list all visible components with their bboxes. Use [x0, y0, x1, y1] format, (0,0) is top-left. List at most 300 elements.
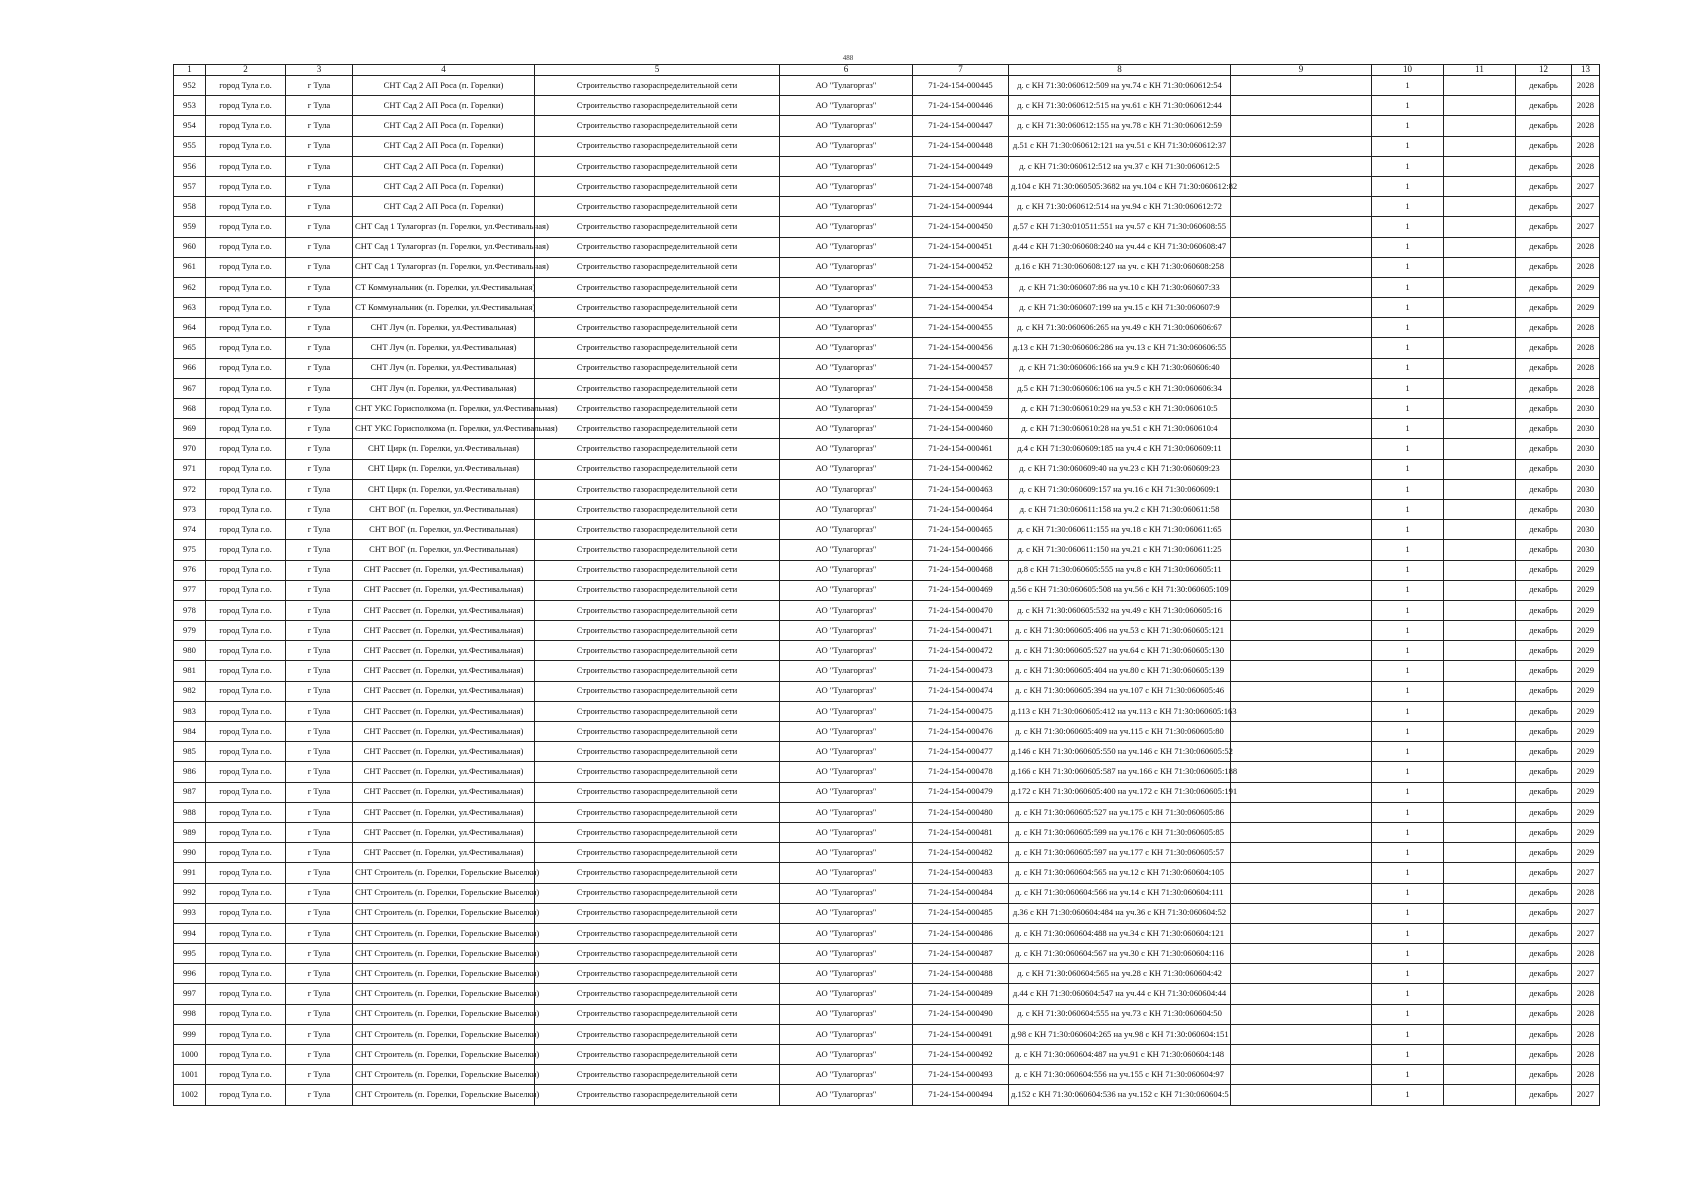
cell-col-11: [1444, 621, 1516, 641]
cell-row-number: 957: [174, 176, 206, 196]
cell-address: СНТ Рассвет (п. Горелки, ул.Фестивальная): [353, 661, 535, 681]
cell-object-code: 71-24-154-000451: [913, 237, 1009, 257]
cell-settlement: г Тула: [286, 923, 353, 943]
cell-work-type: Строительство газораспределительной сети: [535, 1085, 780, 1105]
cell-quantity: 1: [1372, 641, 1444, 661]
cell-row-number: 984: [174, 722, 206, 742]
cell-address: СНТ Строитель (п. Горелки, Горельские Выселки): [353, 1065, 535, 1085]
cell-year: 2027: [1572, 903, 1600, 923]
cell-address: СНТ Луч (п. Горелки, ул.Фестивальная): [353, 338, 535, 358]
cell-connection-description: д. с КН 71:30:060604:556 на уч.155 с КН 71:30:060604:97: [1009, 1065, 1231, 1085]
cell-object-code: 71-24-154-000470: [913, 600, 1009, 620]
cell-municipality: город Тула г.о.: [206, 176, 286, 196]
cell-work-type: Строительство газораспределительной сети: [535, 641, 780, 661]
cell-col-9: [1231, 964, 1372, 984]
cell-work-type: Строительство газораспределительной сети: [535, 116, 780, 136]
cell-col-9: [1231, 136, 1372, 156]
cell-row-number: 974: [174, 520, 206, 540]
cell-address: СНТ Сад 2 АП Роса (п. Горелки): [353, 116, 535, 136]
table-row: [174, 1004, 1600, 1024]
cell-col-11: [1444, 338, 1516, 358]
cell-organization: АО "Тулагоргаз": [780, 641, 913, 661]
cell-year: 2028: [1572, 116, 1600, 136]
cell-row-number: 988: [174, 802, 206, 822]
cell-row-number: 953: [174, 96, 206, 116]
cell-connection-description: д. с КН 71:30:060605:527 на уч.64 с КН 71:30:060605:130: [1009, 641, 1231, 661]
cell-work-type: Строительство газораспределительной сети: [535, 338, 780, 358]
cell-work-type: Строительство газораспределительной сети: [535, 479, 780, 499]
cell-year: 2028: [1572, 944, 1600, 964]
cell-quantity: 1: [1372, 399, 1444, 419]
cell-col-11: [1444, 399, 1516, 419]
cell-object-code: 71-24-154-000480: [913, 802, 1009, 822]
cell-col-11: [1444, 681, 1516, 701]
cell-settlement: г Тула: [286, 439, 353, 459]
cell-col-11: [1444, 96, 1516, 116]
cell-connection-description: д.16 с КН 71:30:060608:127 на уч. с КН 71:30:060608:258: [1009, 257, 1231, 277]
cell-connection-description: д.5 с КН 71:30:060606:106 на уч.5 с КН 71:30:060606:34: [1009, 378, 1231, 398]
cell-settlement: г Тула: [286, 863, 353, 883]
cell-col-9: [1231, 298, 1372, 318]
cell-connection-description: д. с КН 71:30:060604:555 на уч.73 с КН 71:30:060604:50: [1009, 1004, 1231, 1024]
cell-object-code: 71-24-154-000479: [913, 782, 1009, 802]
cell-col-9: [1231, 499, 1372, 519]
cell-object-code: 71-24-154-000466: [913, 540, 1009, 560]
cell-connection-description: д. с КН 71:30:060605:532 на уч.49 с КН 71:30:060605:16: [1009, 600, 1231, 620]
cell-object-code: 71-24-154-000455: [913, 318, 1009, 338]
cell-col-9: [1231, 944, 1372, 964]
cell-col-11: [1444, 802, 1516, 822]
cell-quantity: 1: [1372, 76, 1444, 96]
cell-organization: АО "Тулагоргаз": [780, 600, 913, 620]
cell-month: декабрь: [1516, 217, 1572, 237]
cell-col-11: [1444, 923, 1516, 943]
table-row: [174, 217, 1600, 237]
cell-organization: АО "Тулагоргаз": [780, 116, 913, 136]
cell-organization: АО "Тулагоргаз": [780, 399, 913, 419]
cell-month: декабрь: [1516, 298, 1572, 318]
table-row: [174, 439, 1600, 459]
cell-col-11: [1444, 479, 1516, 499]
cell-settlement: г Тула: [286, 136, 353, 156]
cell-work-type: Строительство газораспределительной сети: [535, 136, 780, 156]
cell-year: 2027: [1572, 863, 1600, 883]
cell-organization: АО "Тулагоргаз": [780, 802, 913, 822]
cell-municipality: город Тула г.о.: [206, 277, 286, 297]
cell-col-9: [1231, 641, 1372, 661]
cell-month: декабрь: [1516, 560, 1572, 580]
cell-municipality: город Тула г.о.: [206, 661, 286, 681]
cell-object-code: 71-24-154-000484: [913, 883, 1009, 903]
cell-col-9: [1231, 540, 1372, 560]
cell-connection-description: д. с КН 71:30:060611:150 на уч.21 с КН 71:30:060611:25: [1009, 540, 1231, 560]
cell-month: декабрь: [1516, 822, 1572, 842]
cell-year: 2030: [1572, 499, 1600, 519]
cell-settlement: г Тула: [286, 217, 353, 237]
cell-organization: АО "Тулагоргаз": [780, 217, 913, 237]
column-header-5: 5: [535, 65, 780, 76]
table-row: [174, 116, 1600, 136]
cell-col-9: [1231, 923, 1372, 943]
cell-object-code: 71-24-154-000463: [913, 479, 1009, 499]
cell-quantity: 1: [1372, 964, 1444, 984]
cell-month: декабрь: [1516, 762, 1572, 782]
cell-organization: АО "Тулагоргаз": [780, 237, 913, 257]
cell-settlement: г Тула: [286, 277, 353, 297]
table-row: [174, 722, 1600, 742]
cell-month: декабрь: [1516, 257, 1572, 277]
cell-col-9: [1231, 782, 1372, 802]
table-row: [174, 277, 1600, 297]
cell-work-type: Строительство газораспределительной сети: [535, 1065, 780, 1085]
cell-col-11: [1444, 217, 1516, 237]
cell-quantity: 1: [1372, 277, 1444, 297]
cell-address: СНТ Луч (п. Горелки, ул.Фестивальная): [353, 378, 535, 398]
table-row: [174, 1024, 1600, 1044]
cell-month: декабрь: [1516, 1045, 1572, 1065]
cell-row-number: 979: [174, 621, 206, 641]
cell-address: СНТ Луч (п. Горелки, ул.Фестивальная): [353, 358, 535, 378]
cell-col-11: [1444, 843, 1516, 863]
cell-col-9: [1231, 701, 1372, 721]
cell-year: 2030: [1572, 479, 1600, 499]
cell-year: 2029: [1572, 742, 1600, 762]
cell-organization: АО "Тулагоргаз": [780, 136, 913, 156]
cell-address: СНТ Строитель (п. Горелки, Горельские Выселки): [353, 944, 535, 964]
cell-address: СНТ ВОГ (п. Горелки, ул.Фестивальная): [353, 499, 535, 519]
cell-municipality: город Тула г.о.: [206, 96, 286, 116]
cell-address: СНТ Рассвет (п. Горелки, ул.Фестивальная): [353, 843, 535, 863]
cell-row-number: 982: [174, 681, 206, 701]
cell-quantity: 1: [1372, 176, 1444, 196]
cell-connection-description: д. с КН 71:30:060612:509 на уч.74 с КН 71:30:060612:54: [1009, 76, 1231, 96]
cell-organization: АО "Тулагоргаз": [780, 257, 913, 277]
cell-row-number: 975: [174, 540, 206, 560]
cell-address: СНТ Сад 2 АП Роса (п. Горелки): [353, 197, 535, 217]
cell-quantity: 1: [1372, 782, 1444, 802]
cell-organization: АО "Тулагоргаз": [780, 762, 913, 782]
cell-municipality: город Тула г.о.: [206, 782, 286, 802]
cell-row-number: 973: [174, 499, 206, 519]
cell-quantity: 1: [1372, 944, 1444, 964]
cell-municipality: город Тула г.о.: [206, 399, 286, 419]
cell-month: декабрь: [1516, 984, 1572, 1004]
cell-quantity: 1: [1372, 96, 1444, 116]
cell-month: декабрь: [1516, 661, 1572, 681]
cell-settlement: г Тула: [286, 156, 353, 176]
table-row: [174, 944, 1600, 964]
cell-month: декабрь: [1516, 176, 1572, 196]
cell-work-type: Строительство газораспределительной сети: [535, 318, 780, 338]
cell-work-type: Строительство газораспределительной сети: [535, 96, 780, 116]
table-row: [174, 136, 1600, 156]
cell-connection-description: д. с КН 71:30:060612:155 на уч.78 с КН 71:30:060612:59: [1009, 116, 1231, 136]
cell-address: СНТ Сад 1 Тулагоргаз (п. Горелки, ул.Фестивальная): [353, 257, 535, 277]
table-row: [174, 176, 1600, 196]
cell-quantity: 1: [1372, 822, 1444, 842]
cell-year: 2029: [1572, 621, 1600, 641]
cell-municipality: город Тула г.о.: [206, 984, 286, 1004]
cell-municipality: город Тула г.о.: [206, 1065, 286, 1085]
cell-municipality: город Тула г.о.: [206, 499, 286, 519]
cell-settlement: г Тула: [286, 903, 353, 923]
cell-connection-description: д. с КН 71:30:060605:394 на уч.107 с КН 71:30:060605:46: [1009, 681, 1231, 701]
cell-work-type: Строительство газораспределительной сети: [535, 499, 780, 519]
cell-quantity: 1: [1372, 197, 1444, 217]
cell-month: декабрь: [1516, 1065, 1572, 1085]
cell-settlement: г Тула: [286, 96, 353, 116]
cell-col-11: [1444, 318, 1516, 338]
cell-month: декабрь: [1516, 641, 1572, 661]
column-header-4: 4: [353, 65, 535, 76]
cell-work-type: Строительство газораспределительной сети: [535, 399, 780, 419]
table-row: [174, 520, 1600, 540]
cell-work-type: Строительство газораспределительной сети: [535, 540, 780, 560]
cell-year: 2028: [1572, 883, 1600, 903]
cell-year: 2030: [1572, 439, 1600, 459]
cell-address: СТ Коммунальник (п. Горелки, ул.Фестивальная): [353, 277, 535, 297]
cell-address: СНТ Сад 2 АП Роса (п. Горелки): [353, 76, 535, 96]
cell-connection-description: д.152 с КН 71:30:060604:536 на уч.152 с КН 71:30:060604:5: [1009, 1085, 1231, 1105]
cell-row-number: 994: [174, 923, 206, 943]
cell-month: декабрь: [1516, 923, 1572, 943]
cell-work-type: Строительство газораспределительной сети: [535, 822, 780, 842]
cell-quantity: 1: [1372, 742, 1444, 762]
cell-object-code: 71-24-154-000944: [913, 197, 1009, 217]
cell-municipality: город Тула г.о.: [206, 762, 286, 782]
cell-organization: АО "Тулагоргаз": [780, 560, 913, 580]
cell-address: СНТ Рассвет (п. Горелки, ул.Фестивальная): [353, 681, 535, 701]
cell-row-number: 993: [174, 903, 206, 923]
cell-work-type: Строительство газораспределительной сети: [535, 802, 780, 822]
cell-quantity: 1: [1372, 499, 1444, 519]
cell-object-code: 71-24-154-000483: [913, 863, 1009, 883]
cell-connection-description: д.36 с КН 71:30:060604:484 на уч.36 с КН 71:30:060604:52: [1009, 903, 1231, 923]
cell-row-number: 978: [174, 600, 206, 620]
table-row: [174, 762, 1600, 782]
cell-organization: АО "Тулагоргаз": [780, 1065, 913, 1085]
cell-settlement: г Тула: [286, 399, 353, 419]
cell-connection-description: д. с КН 71:30:060604:567 на уч.30 с КН 71:30:060604:116: [1009, 944, 1231, 964]
table-row: [174, 197, 1600, 217]
cell-object-code: 71-24-154-000461: [913, 439, 1009, 459]
cell-object-code: 71-24-154-000478: [913, 762, 1009, 782]
cell-municipality: город Тула г.о.: [206, 136, 286, 156]
cell-year: 2027: [1572, 217, 1600, 237]
cell-settlement: г Тула: [286, 237, 353, 257]
cell-col-11: [1444, 742, 1516, 762]
table-row: [174, 378, 1600, 398]
cell-address: СНТ ВОГ (п. Горелки, ул.Фестивальная): [353, 520, 535, 540]
cell-month: декабрь: [1516, 681, 1572, 701]
cell-row-number: 991: [174, 863, 206, 883]
cell-object-code: 71-24-154-000492: [913, 1045, 1009, 1065]
cell-address: СНТ Рассвет (п. Горелки, ул.Фестивальная): [353, 600, 535, 620]
cell-col-9: [1231, 661, 1372, 681]
cell-organization: АО "Тулагоргаз": [780, 964, 913, 984]
cell-col-11: [1444, 722, 1516, 742]
cell-quantity: 1: [1372, 136, 1444, 156]
cell-work-type: Строительство газораспределительной сети: [535, 560, 780, 580]
cell-work-type: Строительство газораспределительной сети: [535, 520, 780, 540]
cell-object-code: 71-24-154-000448: [913, 136, 1009, 156]
cell-settlement: г Тула: [286, 298, 353, 318]
cell-municipality: город Тула г.о.: [206, 479, 286, 499]
cell-connection-description: д. с КН 71:30:060612:514 на уч.94 с КН 71:30:060612:72: [1009, 197, 1231, 217]
cell-year: 2028: [1572, 358, 1600, 378]
cell-quantity: 1: [1372, 520, 1444, 540]
cell-row-number: 989: [174, 822, 206, 842]
cell-year: 2029: [1572, 661, 1600, 681]
cell-row-number: 987: [174, 782, 206, 802]
cell-col-9: [1231, 156, 1372, 176]
cell-row-number: 977: [174, 580, 206, 600]
table-row: [174, 701, 1600, 721]
cell-organization: АО "Тулагоргаз": [780, 197, 913, 217]
cell-col-11: [1444, 863, 1516, 883]
cell-connection-description: д. с КН 71:30:060605:599 на уч.176 с КН 71:30:060605:85: [1009, 822, 1231, 842]
cell-object-code: 71-24-154-000472: [913, 641, 1009, 661]
cell-col-9: [1231, 903, 1372, 923]
cell-object-code: 71-24-154-000486: [913, 923, 1009, 943]
cell-work-type: Строительство газораспределительной сети: [535, 762, 780, 782]
cell-object-code: 71-24-154-000452: [913, 257, 1009, 277]
cell-municipality: город Тула г.о.: [206, 76, 286, 96]
cell-year: 2030: [1572, 399, 1600, 419]
cell-connection-description: д. с КН 71:30:060611:158 на уч.2 с КН 71:30:060611:58: [1009, 499, 1231, 519]
cell-settlement: г Тула: [286, 722, 353, 742]
cell-address: СНТ Сад 1 Тулагоргаз (п. Горелки, ул.Фестивальная): [353, 217, 535, 237]
cell-address: СНТ Рассвет (п. Горелки, ул.Фестивальная): [353, 742, 535, 762]
cell-object-code: 71-24-154-000460: [913, 419, 1009, 439]
cell-year: 2029: [1572, 277, 1600, 297]
cell-settlement: г Тула: [286, 419, 353, 439]
cell-address: СНТ Сад 2 АП Роса (п. Горелки): [353, 136, 535, 156]
cell-row-number: 969: [174, 419, 206, 439]
cell-work-type: Строительство газораспределительной сети: [535, 580, 780, 600]
cell-municipality: город Тула г.о.: [206, 742, 286, 762]
table-row: [174, 338, 1600, 358]
cell-settlement: г Тула: [286, 742, 353, 762]
column-header-1: 1: [174, 65, 206, 76]
cell-connection-description: д.166 с КН 71:30:060605:587 на уч.166 с КН 71:30:060605:188: [1009, 762, 1231, 782]
cell-col-11: [1444, 136, 1516, 156]
cell-municipality: город Тула г.о.: [206, 156, 286, 176]
column-header-11: 11: [1444, 65, 1516, 76]
cell-row-number: 992: [174, 883, 206, 903]
cell-month: декабрь: [1516, 499, 1572, 519]
cell-col-11: [1444, 76, 1516, 96]
cell-year: 2028: [1572, 378, 1600, 398]
cell-organization: АО "Тулагоргаз": [780, 580, 913, 600]
cell-municipality: город Тула г.о.: [206, 338, 286, 358]
cell-quantity: 1: [1372, 419, 1444, 439]
cell-address: СНТ Рассвет (п. Горелки, ул.Фестивальная): [353, 641, 535, 661]
cell-municipality: город Тула г.о.: [206, 318, 286, 338]
cell-row-number: 990: [174, 843, 206, 863]
cell-year: 2029: [1572, 681, 1600, 701]
cell-row-number: 980: [174, 641, 206, 661]
cell-row-number: 972: [174, 479, 206, 499]
cell-object-code: 71-24-154-000465: [913, 520, 1009, 540]
cell-work-type: Строительство газораспределительной сети: [535, 863, 780, 883]
cell-work-type: Строительство газораспределительной сети: [535, 1004, 780, 1024]
cell-month: декабрь: [1516, 701, 1572, 721]
cell-organization: АО "Тулагоргаз": [780, 520, 913, 540]
cell-work-type: Строительство газораспределительной сети: [535, 681, 780, 701]
cell-row-number: 961: [174, 257, 206, 277]
cell-municipality: город Тула г.о.: [206, 822, 286, 842]
cell-municipality: город Тула г.о.: [206, 520, 286, 540]
table-row: [174, 1045, 1600, 1065]
cell-quantity: 1: [1372, 1085, 1444, 1105]
cell-municipality: город Тула г.о.: [206, 217, 286, 237]
cell-col-9: [1231, 822, 1372, 842]
cell-organization: АО "Тулагоргаз": [780, 277, 913, 297]
cell-month: декабрь: [1516, 964, 1572, 984]
cell-municipality: город Тула г.о.: [206, 540, 286, 560]
cell-col-9: [1231, 217, 1372, 237]
cell-work-type: Строительство газораспределительной сети: [535, 621, 780, 641]
cell-quantity: 1: [1372, 843, 1444, 863]
cell-object-code: 71-24-154-000446: [913, 96, 1009, 116]
cell-quantity: 1: [1372, 903, 1444, 923]
cell-month: декабрь: [1516, 600, 1572, 620]
cell-month: декабрь: [1516, 136, 1572, 156]
table-row: [174, 822, 1600, 842]
cell-settlement: г Тула: [286, 1045, 353, 1065]
cell-col-9: [1231, 257, 1372, 277]
cell-month: декабрь: [1516, 399, 1572, 419]
cell-year: 2029: [1572, 843, 1600, 863]
cell-col-11: [1444, 1004, 1516, 1024]
cell-object-code: 71-24-154-000487: [913, 944, 1009, 964]
cell-row-number: 983: [174, 701, 206, 721]
cell-organization: АО "Тулагоргаз": [780, 621, 913, 641]
cell-quantity: 1: [1372, 217, 1444, 237]
cell-month: декабрь: [1516, 197, 1572, 217]
cell-col-11: [1444, 197, 1516, 217]
cell-quantity: 1: [1372, 237, 1444, 257]
cell-month: декабрь: [1516, 96, 1572, 116]
cell-settlement: г Тула: [286, 257, 353, 277]
cell-connection-description: д.56 с КН 71:30:060605:508 на уч.56 с КН 71:30:060605:109: [1009, 580, 1231, 600]
cell-col-11: [1444, 176, 1516, 196]
table-row: [174, 479, 1600, 499]
table-row: [174, 419, 1600, 439]
cell-address: СНТ Рассвет (п. Горелки, ул.Фестивальная): [353, 802, 535, 822]
cell-settlement: г Тула: [286, 802, 353, 822]
cell-address: СНТ Рассвет (п. Горелки, ул.Фестивальная): [353, 621, 535, 641]
cell-col-9: [1231, 76, 1372, 96]
cell-settlement: г Тула: [286, 701, 353, 721]
cell-quantity: 1: [1372, 722, 1444, 742]
cell-connection-description: д.146 с КН 71:30:060605:550 на уч.146 с КН 71:30:060605:52: [1009, 742, 1231, 762]
cell-row-number: 960: [174, 237, 206, 257]
cell-col-9: [1231, 984, 1372, 1004]
cell-work-type: Строительство газораспределительной сети: [535, 257, 780, 277]
cell-row-number: 954: [174, 116, 206, 136]
cell-connection-description: д. с КН 71:30:060606:166 на уч.9 с КН 71:30:060606:40: [1009, 358, 1231, 378]
cell-municipality: город Тула г.о.: [206, 560, 286, 580]
cell-object-code: 71-24-154-000456: [913, 338, 1009, 358]
cell-quantity: 1: [1372, 984, 1444, 1004]
cell-row-number: 963: [174, 298, 206, 318]
cell-work-type: Строительство газораспределительной сети: [535, 701, 780, 721]
cell-col-9: [1231, 419, 1372, 439]
cell-municipality: город Тула г.о.: [206, 903, 286, 923]
cell-col-11: [1444, 560, 1516, 580]
